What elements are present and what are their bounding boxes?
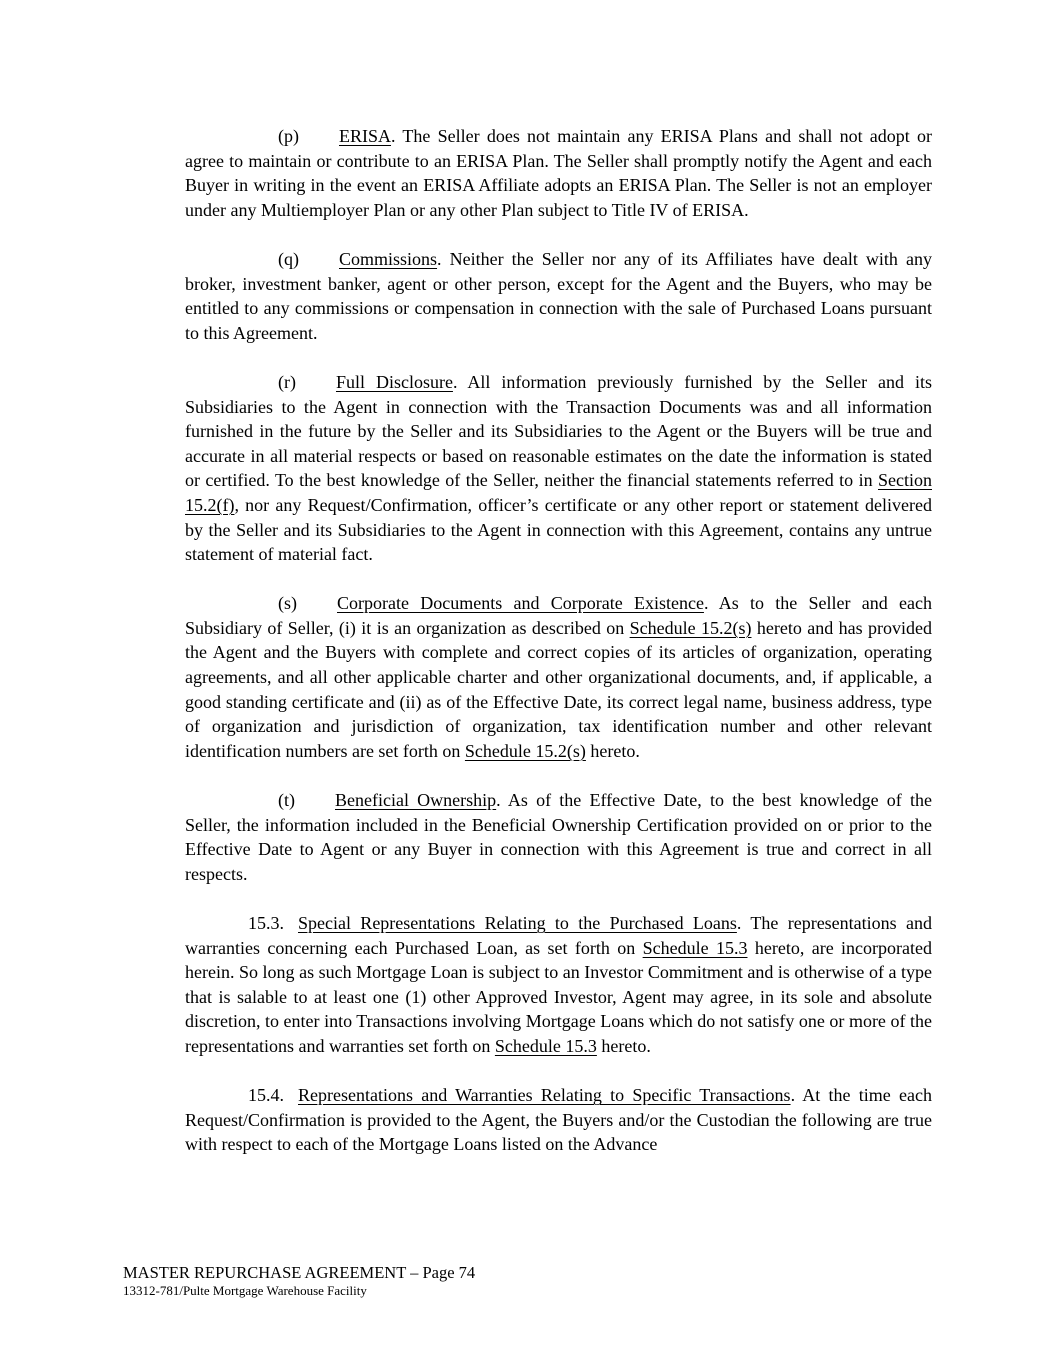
underlined-term: ERISA <box>339 126 392 146</box>
underlined-term: Commissions <box>339 248 438 269</box>
underlined-term: Schedule 15.2(s) <box>464 740 586 761</box>
paragraph <box>185 911 932 1059</box>
underlined-term: Beneficial Ownership <box>335 790 497 811</box>
paragraphs <box>185 124 932 1157</box>
text-run: hereto, are incorporated herein. So long as such Mortgage Loan is subject to an Investor Commitment and is otherwise of a type that is salable to at least one (1) other Approved Investor, Agent may agree, in its sole and absolute discretion, to enter into Transactions involving Mortgage Loans which do not satisfy one or more of the representations and warranties set forth on <box>185 937 933 1056</box>
underlined-term: Schedule 15.2(s) <box>629 617 752 638</box>
underlined-term: Section 15.2(f) <box>185 470 932 515</box>
paragraph <box>185 788 932 886</box>
page-footer <box>123 1263 475 1299</box>
text-run: hereto. <box>585 740 640 761</box>
text-run: . At the time each Request/Confirmation is provided to the Agent, the Buyers and/or the Custodian the following are true with respect to each of the Mortgage Loans listed on the Advance <box>185 1085 932 1155</box>
underlined-term: Full Disclosure <box>335 371 453 392</box>
paragraph <box>185 124 932 222</box>
text-run: (s) <box>278 593 297 614</box>
text-run: . As of the Effective Date, to the best knowledge of the Seller, the information included in the Beneficial Ownership Certification provided on or prior to the Effective Date to Agent or any Buyer in connection with this Agreement is true and correct in all respects. <box>185 790 932 884</box>
underlined-term: Special Representations Relating to the Purchased Loans <box>298 913 737 933</box>
underlined-term: Schedule 15.3 <box>642 937 748 958</box>
underlined-term: Schedule 15.3 <box>494 1035 597 1056</box>
paragraph <box>185 591 932 763</box>
text-run: . Neither the Seller nor any of its Affiliates have dealt with any broker, investment banker, agent or other person, except for the Agent and the Buyers, who may be entitled to any commissions or compensation in connection with the sale of Purchased Loans pursuant to this Agreement. <box>185 248 932 343</box>
text-run: (q) <box>278 248 299 269</box>
text-run: (t) <box>278 790 295 811</box>
paragraph <box>185 370 932 567</box>
text-run: . All information previously furnished by the Seller and its Subsidiaries to the Agent in connection with the Transaction Documents was and all information furnished in the future by the Seller and its Subsidiaries to the Agent or the Buyers will be true and accurate in all material respects or based on reasonable estimates on the date the information is stated or certified. To the best knowledge of the Seller, neither the financial statements referred to in <box>185 371 933 491</box>
underlined-term: Corporate Documents and Corporate Existence <box>337 593 704 614</box>
text-run: , nor any Request/Confirmation, officer’s certificate or any other report or statement delivered by the Seller and its Subsidiaries to the Agent in connection with this Agreement, contains any untrue statement of material fact. <box>185 494 932 565</box>
footer-reference: 13312-781/Pulte Mortgage Warehouse Facility <box>123 1283 367 1298</box>
text-run: (p) <box>278 126 299 146</box>
underlined-term: Representations and Warranties Relating to Specific Transactions <box>298 1085 791 1106</box>
text-run: 15.3. <box>248 913 284 933</box>
footer-title: MASTER REPURCHASE AGREEMENT – Page 74 <box>123 1263 476 1282</box>
text-run: (r) <box>278 371 296 392</box>
text-run: . As to the Seller and each Subsidiary of Seller, (i) it is an organization as described on <box>185 593 932 638</box>
text-run: 15.4. <box>248 1085 284 1106</box>
paragraph <box>185 1083 932 1157</box>
document-body <box>185 124 932 1157</box>
paragraph <box>185 247 932 345</box>
text-run: . The Seller does not maintain any ERISA Plans and shall not adopt or agree to maintain or contribute to an ERISA Plan. The Seller shall promptly notify the Agent and each Buyer in writing in the event an ERISA Affiliate adopts an ERISA Plan. The Seller is not an employer under any Multiemployer Plan or any other Plan subject to Title IV of ERISA. <box>185 126 932 220</box>
text-run: . The representations and warranties concerning each Purchased Loan, as set forth on <box>185 913 932 958</box>
text-run: hereto and has provided the Agent and the Buyers with complete and correct copies of its articles of organization, operating agreements, and all other applicable charter and other organizational documents, and, if applicable, a good standing certificate and (ii) as of the Effective Date, its correct legal name, business address, type of organization and jurisdiction of organization, tax identification number and other relevant identification numbers are set forth on <box>185 617 932 761</box>
text-run: hereto. <box>596 1035 651 1056</box>
